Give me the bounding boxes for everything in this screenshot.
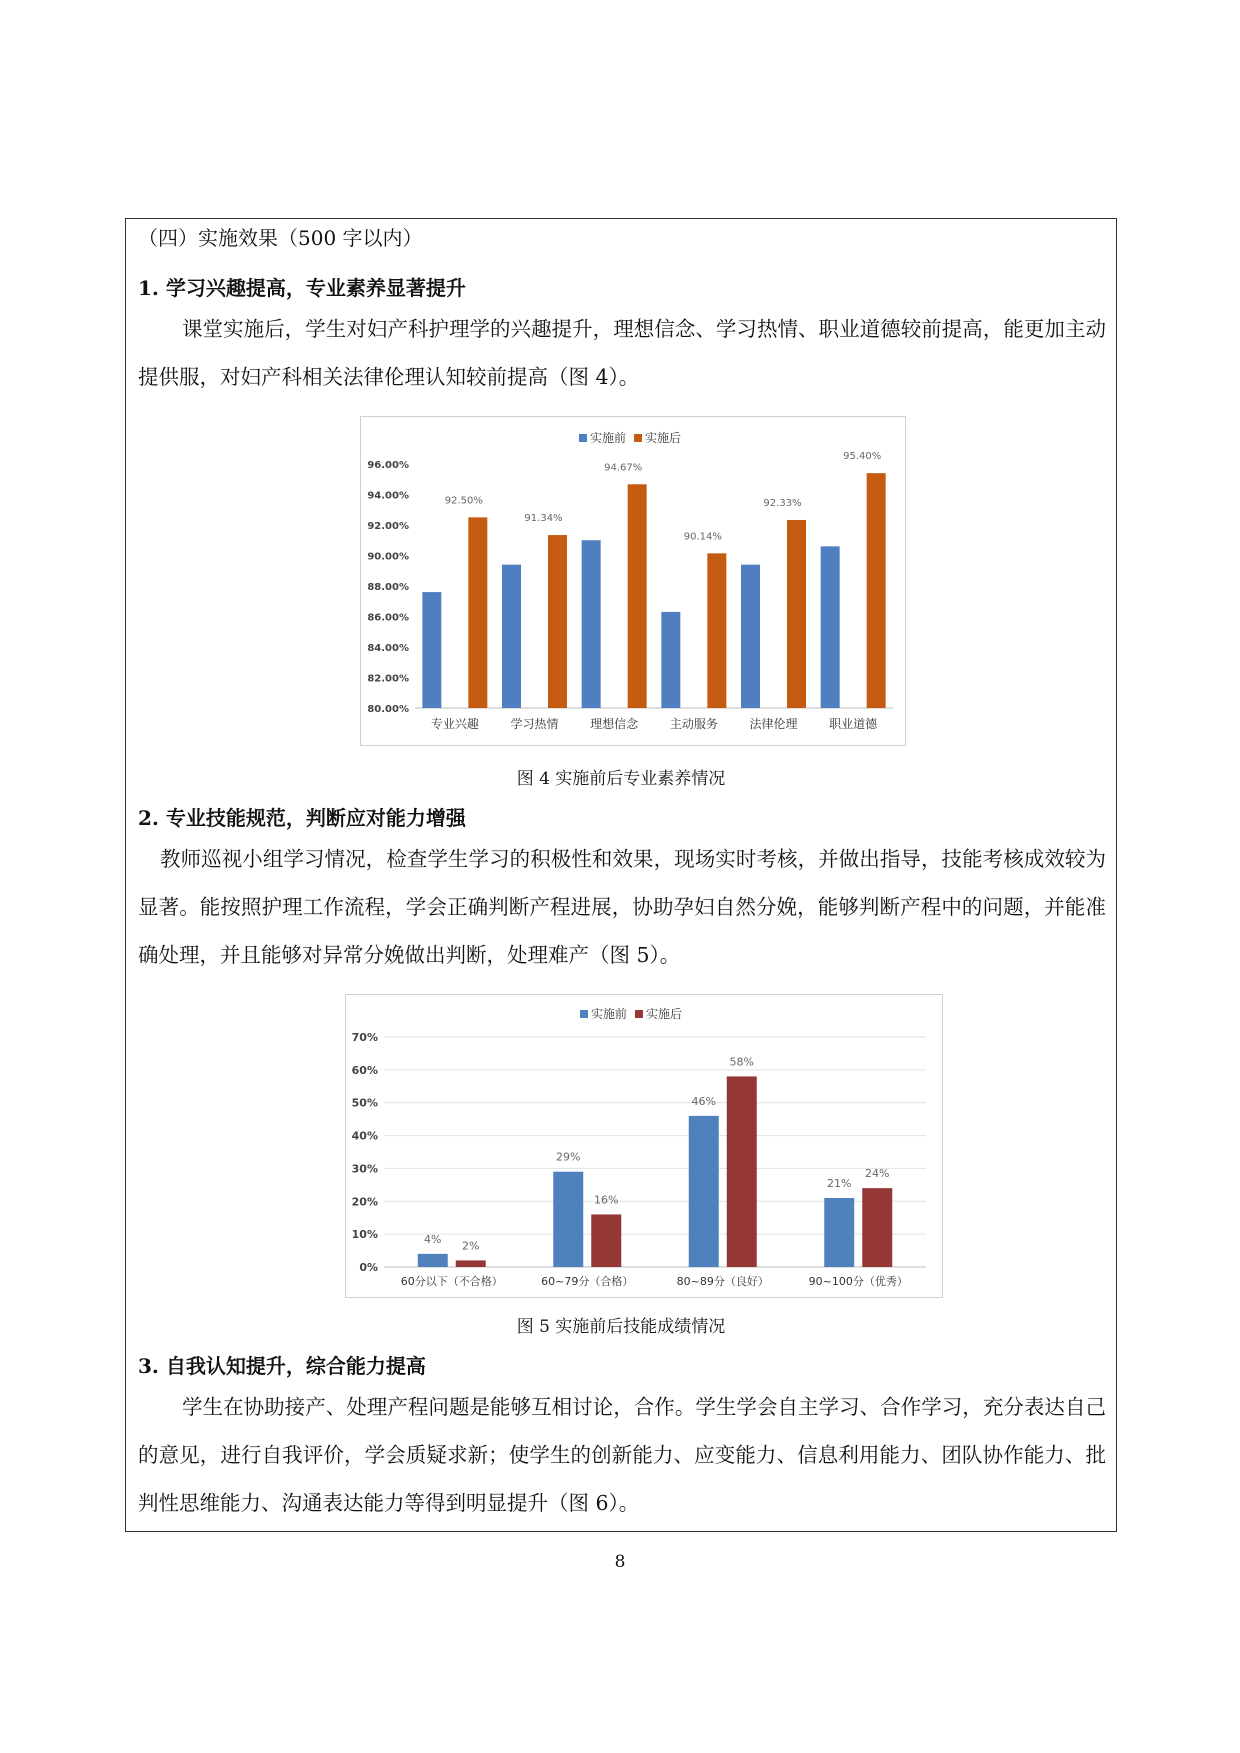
caption-figure-5: 图 5 实施前后技能成绩情况 bbox=[516, 1317, 726, 1337]
y-tick-label: 0% bbox=[359, 1261, 378, 1274]
x-tick-label: 理想信念 bbox=[590, 717, 639, 731]
y-tick-label: 86.00% bbox=[367, 612, 409, 624]
legend-label: 实施前 bbox=[591, 1007, 628, 1021]
caption-figure-4: 图 4 实施前后专业素养情况 bbox=[516, 769, 726, 789]
x-tick-label: 法律伦理 bbox=[749, 717, 798, 731]
bar-after bbox=[787, 520, 806, 708]
y-tick-label: 30% bbox=[351, 1162, 378, 1176]
chart-figure-4 bbox=[360, 416, 906, 746]
x-tick-label: 80~89分（良好） bbox=[676, 1275, 769, 1288]
data-label: 2% bbox=[462, 1239, 480, 1253]
legend-label: 实施后 bbox=[646, 1007, 683, 1021]
legend-swatch bbox=[579, 434, 587, 442]
bar-after bbox=[591, 1214, 621, 1267]
bar-before bbox=[422, 592, 441, 708]
y-tick-label: 80.00% bbox=[367, 704, 409, 715]
x-tick-label: 学习热情 bbox=[510, 717, 559, 731]
paragraph-1: 课堂实施后，学生对妇产科护理学的兴趣提升，理想信念、学习热情、职业道德较前提高，能更加主动提供服，对妇产科相关法律伦理认知较前提高（图 4）。 bbox=[138, 317, 1106, 389]
bar-before bbox=[741, 565, 760, 708]
content-frame bbox=[125, 218, 1117, 1532]
y-tick-label: 96.00% bbox=[367, 460, 409, 471]
legend-swatch bbox=[635, 1010, 643, 1018]
bar-before bbox=[553, 1172, 583, 1267]
data-label: 58% bbox=[729, 1055, 754, 1069]
data-label: 94.67% bbox=[604, 462, 643, 474]
data-label: 21% bbox=[827, 1177, 852, 1190]
data-label: 92.33% bbox=[763, 497, 802, 509]
heading-2: 2. 专业技能规范，判断应对能力增强 bbox=[138, 806, 466, 830]
y-tick-label: 82.00% bbox=[367, 673, 409, 685]
x-tick-label: 90~100分（优秀） bbox=[808, 1275, 908, 1288]
x-tick-label: 专业兴趣 bbox=[430, 717, 479, 731]
y-tick-label: 92.00% bbox=[367, 521, 409, 532]
y-tick-label: 60% bbox=[351, 1063, 378, 1077]
data-label: 4% bbox=[424, 1232, 442, 1246]
heading-3: 3. 自我认知提升，综合能力提高 bbox=[138, 1354, 426, 1378]
data-label: 16% bbox=[594, 1193, 619, 1207]
y-tick-label: 20% bbox=[351, 1195, 378, 1209]
legend-label: 实施前 bbox=[590, 431, 627, 445]
y-tick-label: 90.00% bbox=[367, 551, 409, 563]
x-tick-label: 主动服务 bbox=[669, 717, 718, 731]
paragraph-3: 学生在协助接产、处理产程问题是能够互相讨论，合作。学生学会自主学习、合作学习，充分表达自己的意见，进行自我评价，学会质疑求新；使学生的创新能力、应变能力、信息利用能力、团队协作能力、批判性思维能力、沟通表达能力等得到明显提升（图 6）。 bbox=[138, 1395, 1106, 1515]
legend-swatch bbox=[580, 1010, 588, 1018]
bar-after bbox=[468, 517, 487, 708]
y-tick-label: 88.00% bbox=[367, 582, 409, 593]
data-label: 91.34% bbox=[524, 513, 563, 525]
legend-label: 实施后 bbox=[645, 431, 682, 445]
data-label: 90.14% bbox=[683, 531, 722, 543]
data-label: 29% bbox=[556, 1150, 581, 1164]
chart5-svg bbox=[346, 995, 942, 1297]
bar-before bbox=[824, 1198, 854, 1267]
bar-after bbox=[862, 1188, 892, 1267]
bar-after bbox=[456, 1260, 486, 1267]
legend-swatch bbox=[634, 434, 642, 442]
bar-before bbox=[821, 546, 840, 708]
data-label: 92.50% bbox=[444, 495, 483, 507]
heading-1: 1. 学习兴趣提高，专业素养显著提升 bbox=[138, 276, 466, 300]
bar-after bbox=[548, 535, 567, 708]
bar-before bbox=[689, 1116, 719, 1267]
y-tick-label: 50% bbox=[351, 1096, 378, 1110]
bar-after bbox=[628, 484, 647, 708]
page-number: 8 bbox=[614, 1552, 626, 1572]
chart-figure-5 bbox=[345, 994, 943, 1298]
x-tick-label: 职业道德 bbox=[829, 717, 878, 731]
data-label: 95.40% bbox=[843, 451, 882, 463]
y-tick-label: 84.00% bbox=[367, 643, 409, 654]
y-tick-label: 70% bbox=[351, 1031, 378, 1044]
paragraph-2: 教师巡视小组学习情况，检查学生学习的积极性和效果，现场实时考核，并做出指导，技能考核成效较为显著。能按照护理工作流程，学会正确判断产程进展，协助孕妇自然分娩，能够判断产程中的问题，并能准确处理，并且能够对异常分娩做出判断，处理难产（图 5）。 bbox=[138, 847, 1106, 967]
bar-before bbox=[582, 540, 601, 708]
bar-before bbox=[502, 565, 521, 708]
bar-after bbox=[727, 1076, 757, 1267]
bar-after bbox=[707, 553, 726, 708]
chart4-svg bbox=[361, 417, 905, 745]
data-label: 46% bbox=[691, 1094, 716, 1108]
x-tick-label: 60~79分（合格） bbox=[541, 1275, 634, 1288]
bar-before bbox=[661, 612, 680, 708]
bar-before bbox=[418, 1254, 448, 1267]
data-label: 24% bbox=[865, 1167, 890, 1181]
y-tick-label: 10% bbox=[351, 1228, 378, 1242]
y-tick-label: 40% bbox=[351, 1129, 378, 1143]
y-tick-label: 94.00% bbox=[367, 490, 409, 502]
bar-after bbox=[867, 473, 886, 708]
section-title: （四）实施效果（500 字以内） bbox=[138, 226, 423, 250]
x-tick-label: 60分以下（不合格） bbox=[400, 1275, 503, 1288]
